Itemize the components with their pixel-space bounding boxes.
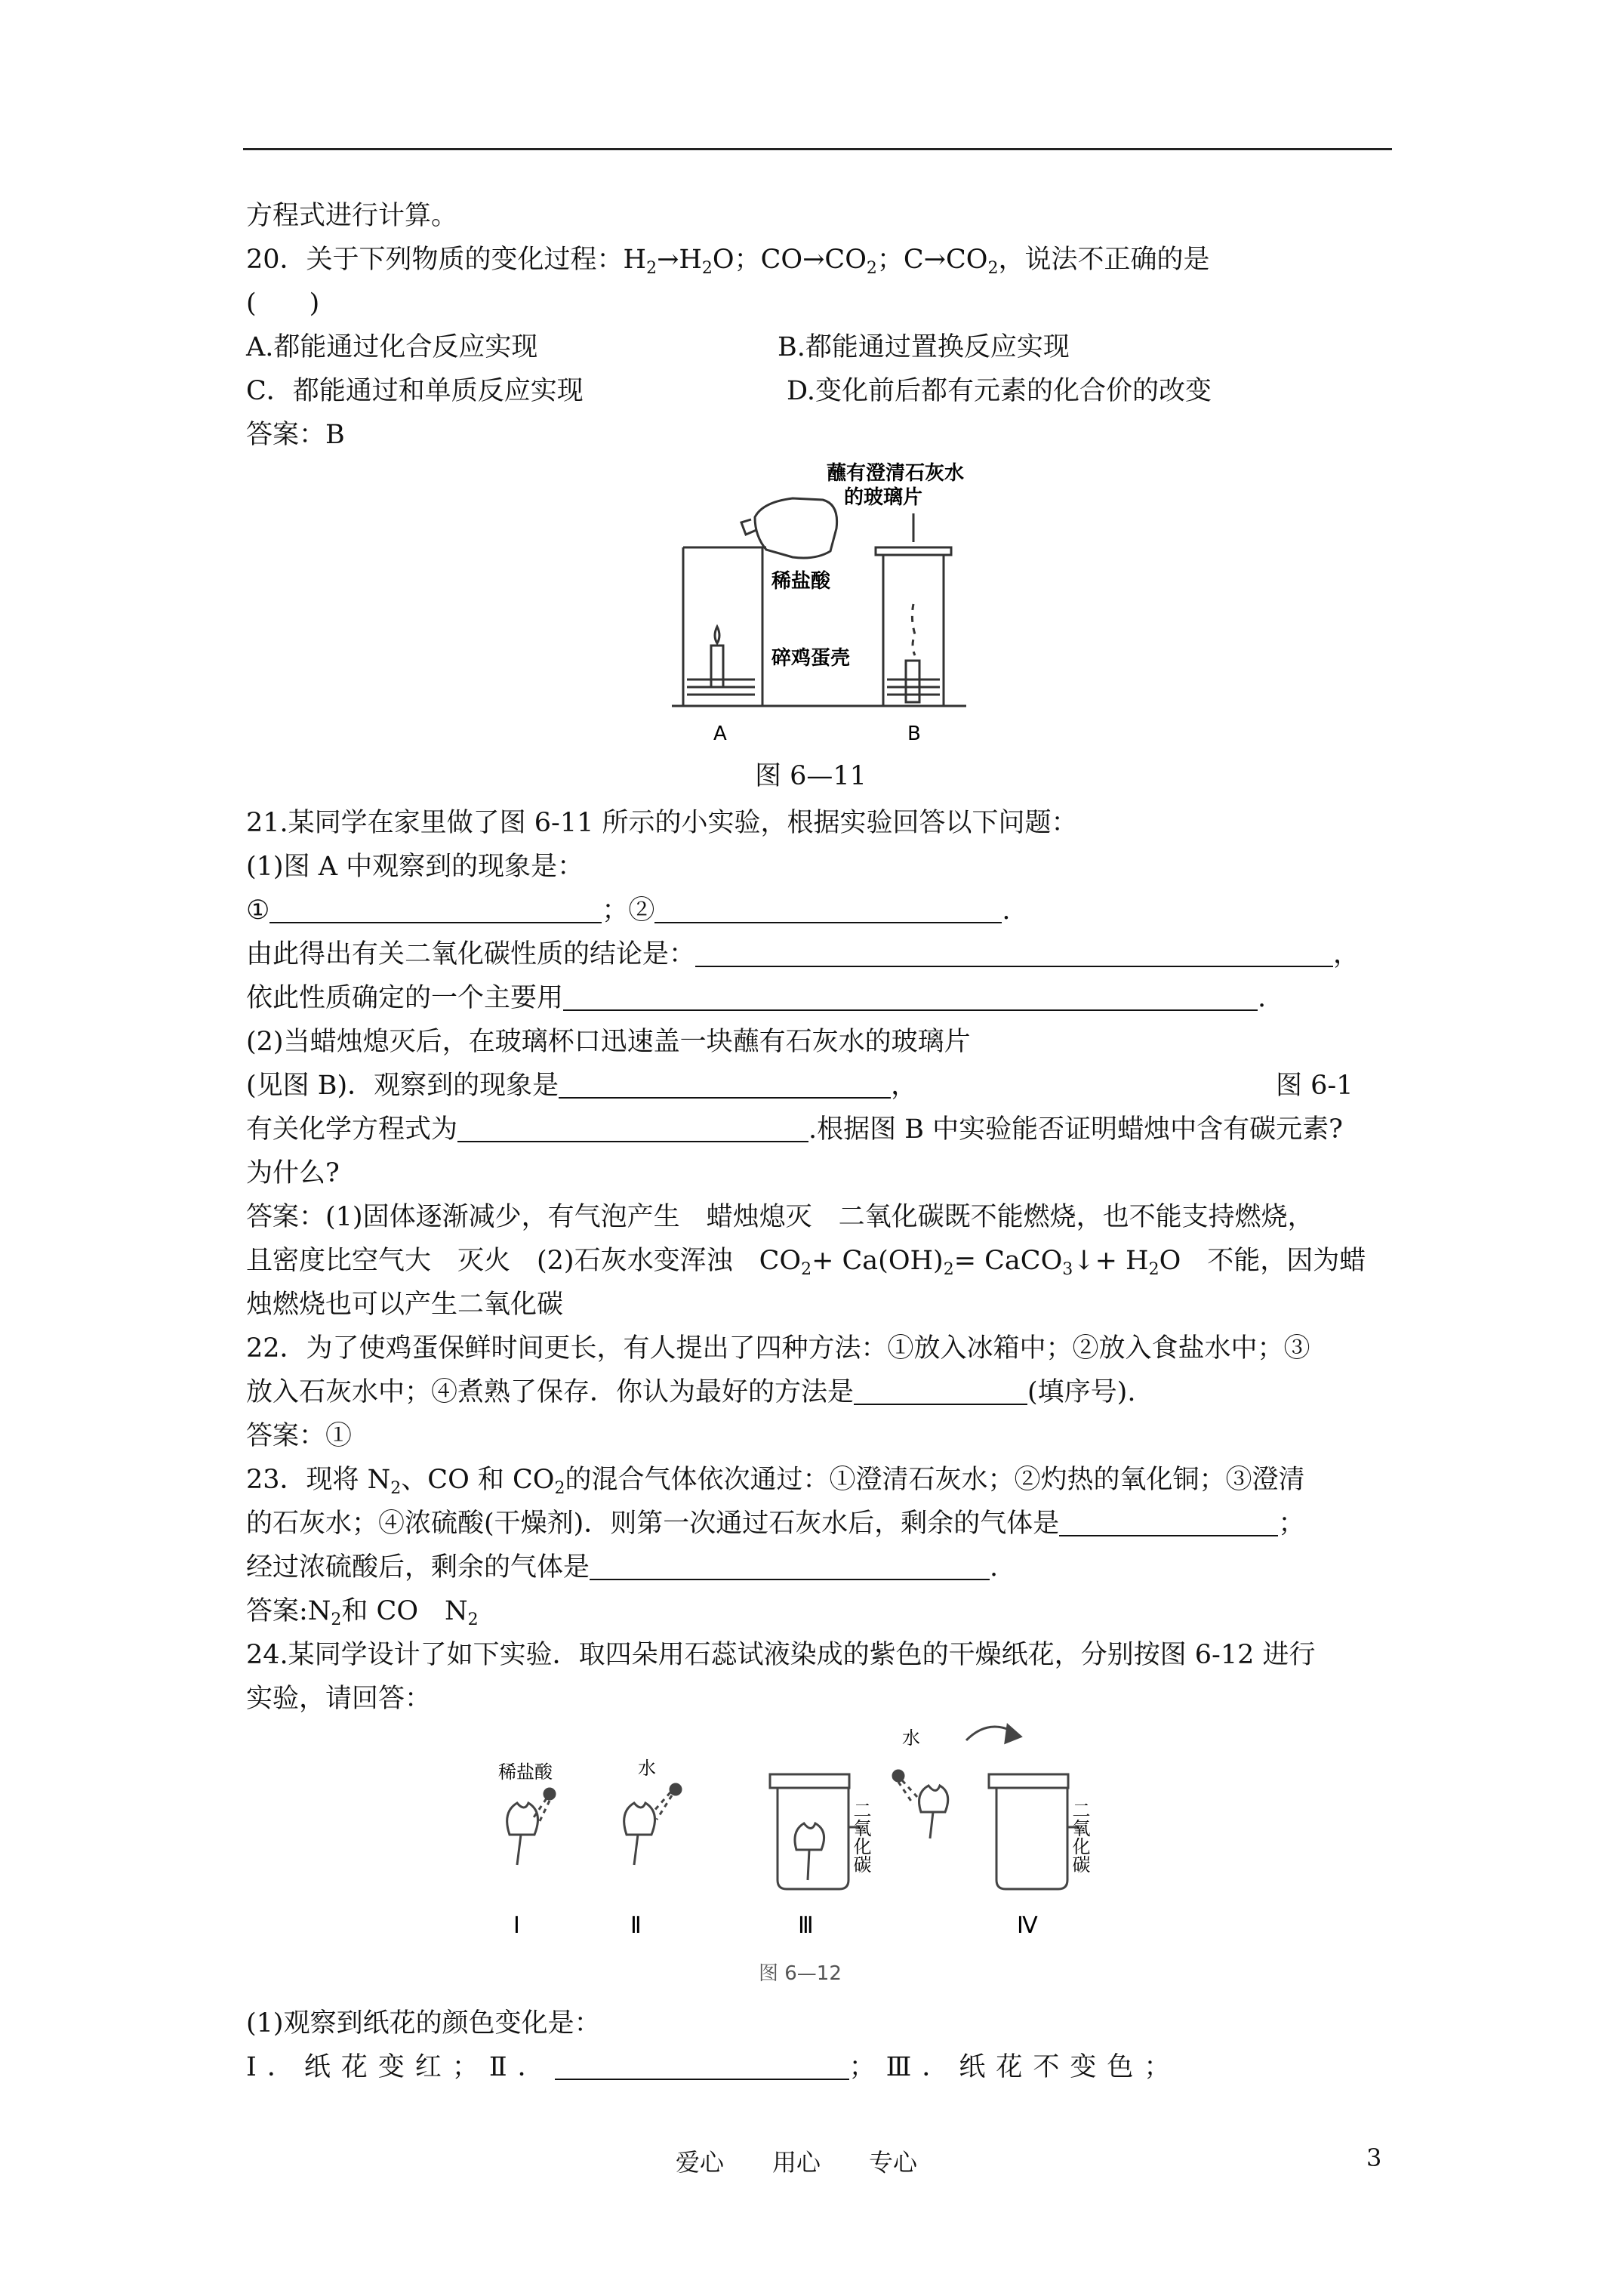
question-21-conclusion: 由此得出有关二氧化碳性质的结论是： ， [246, 939, 1360, 969]
answer-paren: ( ) [246, 288, 320, 319]
label-i: Ⅰ [513, 1912, 520, 1939]
question-21-why: 为什么? [246, 1158, 340, 1188]
question-24-line1: 24.某同学设计了如下实验．取四朵用石蕊试液染成的紫色的干燥纸花，分别按图 6-12 进行 [246, 1640, 1316, 1670]
question-21-equation: 有关化学方程式为 .根据图 B 中实验能否证明蜡烛中含有碳元素? [246, 1114, 1343, 1145]
figure-6-11-caption: 图 6—11 [755, 761, 867, 791]
question-20-stem: 20．关于下列物质的变化过程：$H_2\to H_2O$；$CO\to CO_2$；$C\to CO_2$，说法不正确的是 [246, 245, 1210, 278]
answer-blank[interactable] [555, 2056, 849, 2080]
answer-20: 答案：B [246, 420, 345, 450]
question-24-observe: (1)观察到纸花的颜色变化是： [246, 2008, 601, 2039]
label-iii: Ⅲ [798, 1912, 814, 1939]
label-eggshell: 碎鸡蛋壳 [771, 647, 851, 670]
label-iv: Ⅳ [1017, 1912, 1038, 1939]
answer-blank[interactable] [590, 1556, 990, 1580]
answer-21-line2: 且密度比空气大 灭火 (2)石灰水变浑浊 $CO_2+ Ca(OH)_2=$ CaCO$_3$↓+ $H_2O$ 不能，因为蜡 [246, 1246, 1366, 1279]
text-line: 方程式进行计算。 [246, 201, 458, 231]
figure-6-12 [468, 1714, 1163, 1993]
label-glass-slide-2: 的玻璃片 [844, 486, 923, 509]
answer-23: 答案$:N_2$和 CO $N_2$ [246, 1596, 479, 1629]
label-dilute-hcl: 稀盐酸 [771, 570, 831, 593]
question-22-line2: 放入石灰水中；④煮熟了保存．你认为最好的方法是 (填序号). [246, 1377, 1136, 1407]
question-23-line3: 经过浓硫酸后，剩余的气体是 . [246, 1552, 999, 1583]
question-23-line1: 23．现将 $N_2$、CO 和 $CO_2$的混合气体依次通过：①澄清石灰水；②灼热的氧化铜；③澄清 [246, 1465, 1305, 1498]
label-b: B [907, 723, 921, 745]
label-water-2: 水 [902, 1727, 920, 1749]
label-dilute-hcl-2: 稀盐酸 [498, 1761, 553, 1783]
footer-text: 爱心 用心 专心 [676, 2148, 918, 2177]
answer-blank[interactable] [563, 987, 1258, 1011]
question-24-items: Ⅰ．纸花变红；Ⅱ． ；Ⅲ．纸花不变色； [246, 2052, 1181, 2082]
answer-21-line1: 答案：(1)固体逐渐减少，有气泡产生 蜡烛熄灭 二氧化碳既不能燃烧，也不能支持燃烧， [246, 1202, 1314, 1232]
figure-6-11 [642, 453, 1004, 751]
answer-21-line3: 烛燃烧也可以产生二氧化碳 [246, 1290, 564, 1320]
label-a: A [713, 723, 727, 745]
option-d: D.变化前后都有元素的化合价的改变 [787, 376, 1212, 406]
option-b: B.都能通过置换反应实现 [778, 332, 1070, 362]
answer-blank[interactable] [654, 899, 1002, 923]
label-ii: Ⅱ [630, 1912, 642, 1939]
figure-6-12-caption: 图 6—12 [759, 1962, 842, 1985]
answer-blank[interactable] [1059, 1512, 1278, 1536]
answer-blank[interactable] [559, 1074, 891, 1099]
question-21-stem: 21.某同学在家里做了图 6-11 所示的小实验，根据实验回答以下问题： [246, 808, 1078, 838]
page-number: 3 [1366, 2143, 1382, 2172]
figure-reference: 图 6-1 [1276, 1071, 1354, 1101]
question-21-part2: (2)当蜡烛熄灭后，在玻璃杯口迅速盖一块蘸有石灰水的玻璃片 [246, 1027, 971, 1057]
answer-blank[interactable] [457, 1118, 808, 1142]
question-21-blanks: ① ；② . [246, 895, 1011, 926]
answer-22: 答案：① [246, 1421, 353, 1451]
label-glass-slide: 蘸有澄清石灰水 [827, 462, 965, 485]
label-co2-iv: 二氧化碳 [1069, 1801, 1090, 1873]
question-21-part1: (1)图 A 中观察到的现象是： [246, 852, 584, 882]
answer-blank[interactable] [269, 899, 602, 923]
answer-blank[interactable] [695, 943, 1333, 967]
question-21-part2-observe: (见图 B)．观察到的现象是 ， [246, 1071, 918, 1101]
label-co2-iii: 二氧化碳 [850, 1801, 871, 1873]
option-a: A.都能通过化合反应实现 [246, 332, 538, 362]
question-21-use: 依此性质确定的一个主要用 . [246, 983, 1267, 1013]
label-water-1: 水 [638, 1758, 656, 1779]
header-rule [243, 148, 1392, 150]
question-22-line1: 22．为了使鸡蛋保鲜时间更长，有人提出了四种方法：①放入冰箱中；②放入食盐水中；③ [246, 1333, 1310, 1364]
question-24-line2: 实验，请回答： [246, 1684, 432, 1714]
answer-blank[interactable] [854, 1381, 1027, 1405]
question-23-line2: 的石灰水；④浓硫酸(干燥剂)．则第一次通过石灰水后，剩余的气体是 ； [246, 1509, 1305, 1539]
option-c: C．都能通过和单质反应实现 [246, 376, 584, 406]
